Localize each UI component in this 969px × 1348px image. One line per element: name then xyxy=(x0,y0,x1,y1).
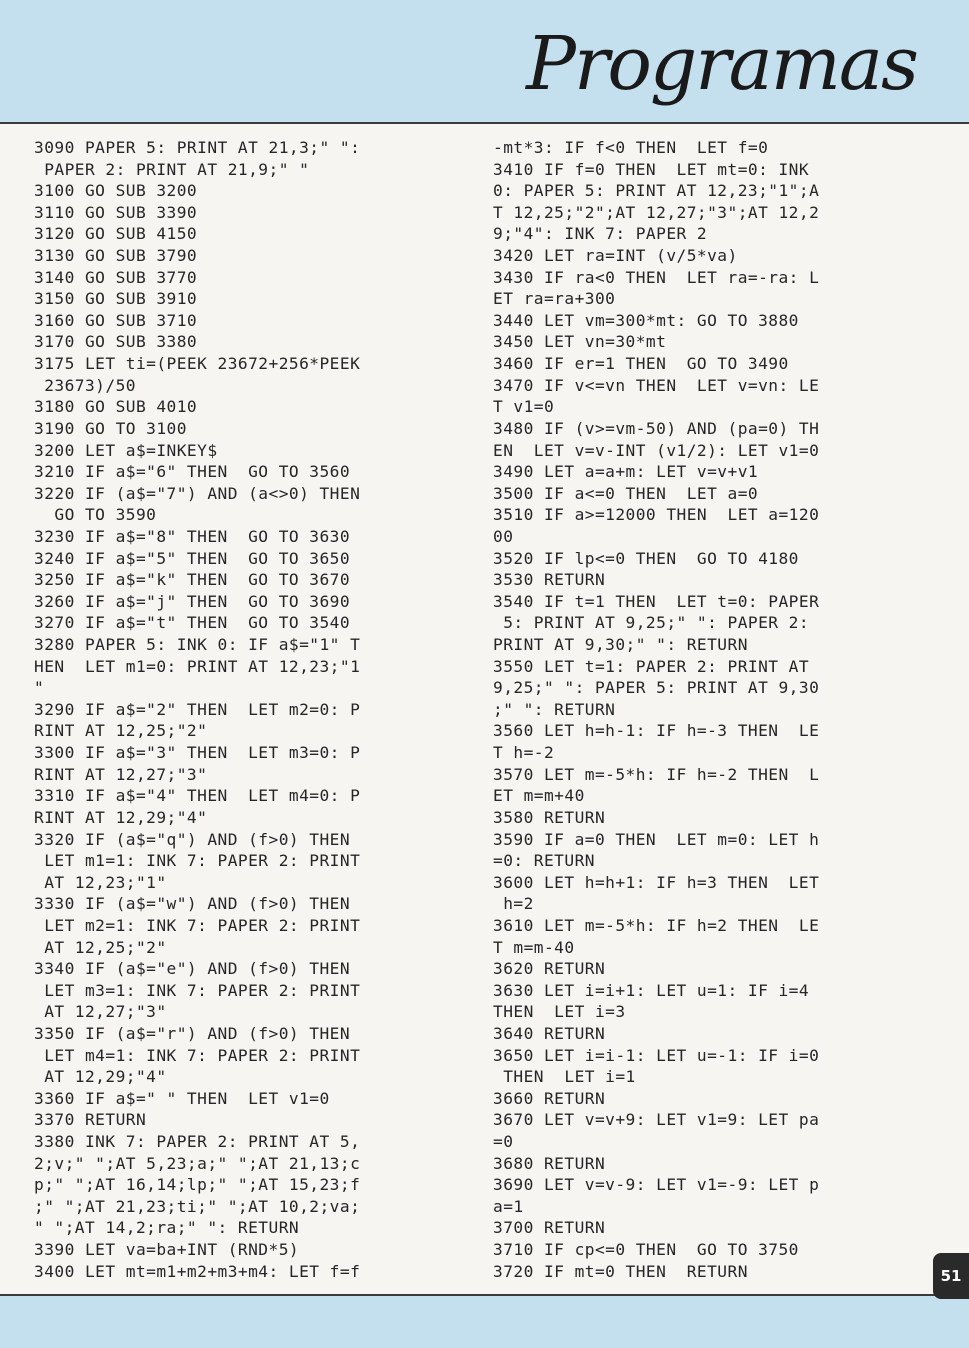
code-line: T h=-2 xyxy=(493,743,555,763)
code-line: 3620 RETURN xyxy=(493,959,606,979)
code-line: 3540 IF t=1 THEN LET t=0: PAPER xyxy=(493,591,820,611)
code-line: 9,25;" ": PAPER 5: PRINT AT 9,30 xyxy=(493,678,820,698)
code-line: LET m1=1: INK 7: PAPER 2: PRINT xyxy=(34,851,361,871)
code-line: 3175 LET ti=(PEEK 23672+256*PEEK xyxy=(34,354,361,374)
code-line: 3350 IF (a$="r") AND (f>0) THEN xyxy=(34,1023,351,1043)
code-line: 3560 LET h=h-1: IF h=-3 THEN LE xyxy=(493,721,820,741)
code-line: 3410 IF f=0 THEN LET mt=0: INK xyxy=(493,159,810,179)
code-line: 3270 IF a$="t" THEN GO TO 3540 xyxy=(34,613,351,633)
code-line: 3110 GO SUB 3390 xyxy=(34,202,198,222)
code-line: 3700 RETURN xyxy=(493,1218,606,1238)
code-line: 3670 LET v=v+9: LET v1=9: LET pa xyxy=(493,1110,820,1130)
code-line: 3140 GO SUB 3770 xyxy=(34,267,198,287)
code-line: 3690 LET v=v-9: LET v1=-9: LET p xyxy=(493,1175,820,1195)
code-line: ;" ";AT 21,23;ti;" ";AT 10,2;va; xyxy=(34,1196,361,1216)
code-line: 0: PAPER 5: PRINT AT 12,23;"1";A xyxy=(493,181,820,201)
code-line: 3180 GO SUB 4010 xyxy=(34,397,198,417)
code-line: 3580 RETURN xyxy=(493,807,606,827)
code-line: 3600 LET h=h+1: IF h=3 THEN LET xyxy=(493,872,820,892)
code-line: 3720 IF mt=0 THEN RETURN xyxy=(493,1261,748,1281)
code-line: 3330 IF (a$="w") AND (f>0) THEN xyxy=(34,894,351,914)
code-line: 3460 IF er=1 THEN GO TO 3490 xyxy=(493,354,789,374)
code-line: 3480 IF (v>=vm-50) AND (pa=0) TH xyxy=(493,418,820,438)
code-line: " xyxy=(34,678,45,698)
code-line: 3510 IF a>=12000 THEN LET a=120 xyxy=(493,505,820,525)
code-line: 3120 GO SUB 4150 xyxy=(34,224,198,244)
code-line: 3170 GO SUB 3380 xyxy=(34,332,198,352)
code-line: LET m3=1: INK 7: PAPER 2: PRINT xyxy=(34,980,361,1000)
code-line: 3530 RETURN xyxy=(493,570,606,590)
code-line: 3370 RETURN xyxy=(34,1110,147,1130)
code-line: 3400 LET mt=m1+m2+m3+m4: LET f=f xyxy=(34,1261,361,1281)
code-line: 3240 IF a$="5" THEN GO TO 3650 xyxy=(34,548,351,568)
header-band xyxy=(0,0,969,122)
code-column-left xyxy=(34,137,360,1282)
code-line: 3160 GO SUB 3710 xyxy=(34,310,198,330)
code-line: 3250 IF a$="k" THEN GO TO 3670 xyxy=(34,570,351,590)
code-line: ET ra=ra+300 xyxy=(493,289,616,309)
code-line: 3220 IF (a$="7") AND (a<>0) THEN xyxy=(34,483,361,503)
code-line: 3230 IF a$="8" THEN GO TO 3630 xyxy=(34,526,351,546)
code-line: 5: PRINT AT 9,25;" ": PAPER 2: xyxy=(493,613,810,633)
code-line: 3420 LET ra=INT (v/5*va) xyxy=(493,246,738,266)
code-line: 23673)/50 xyxy=(34,375,136,395)
code-line: 3550 LET t=1: PAPER 2: PRINT AT xyxy=(493,656,810,676)
code-line: 3260 IF a$="j" THEN GO TO 3690 xyxy=(34,591,351,611)
code-line: 3380 INK 7: PAPER 2: PRINT AT 5, xyxy=(34,1132,361,1152)
code-line: 3340 IF (a$="e") AND (f>0) THEN xyxy=(34,959,351,979)
code-line: -mt*3: IF f<0 THEN LET f=0 xyxy=(493,138,769,157)
code-line: 3290 IF a$="2" THEN LET m2=0: P xyxy=(34,699,361,719)
code-line: 3440 LET vm=300*mt: GO TO 3880 xyxy=(493,310,799,330)
code-line: PAPER 2: PRINT AT 21,9;" " xyxy=(34,159,310,179)
code-line: AT 12,29;"4" xyxy=(34,1067,167,1087)
code-line: 3640 RETURN xyxy=(493,1023,606,1043)
header-divider xyxy=(0,122,969,124)
code-line: T v1=0 xyxy=(493,397,555,417)
code-line: 3190 GO TO 3100 xyxy=(34,418,187,438)
code-line: =0 xyxy=(493,1132,514,1152)
code-line: HEN LET m1=0: PRINT AT 12,23;"1 xyxy=(34,656,361,676)
code-line: 3310 IF a$="4" THEN LET m4=0: P xyxy=(34,786,361,806)
code-line: LET m2=1: INK 7: PAPER 2: PRINT xyxy=(34,915,361,935)
code-line: PRINT AT 9,30;" ": RETURN xyxy=(493,635,748,655)
code-line: THEN LET i=1 xyxy=(493,1067,636,1087)
code-line: AT 12,27;"3" xyxy=(34,1002,167,1022)
code-line: 00 xyxy=(493,526,514,546)
code-line: a=1 xyxy=(493,1196,524,1216)
code-line: h=2 xyxy=(493,894,534,914)
code-line: 3590 IF a=0 THEN LET m=0: LET h xyxy=(493,829,820,849)
code-line: RINT AT 12,29;"4" xyxy=(34,807,208,827)
code-line: 3390 LET va=ba+INT (RND*5) xyxy=(34,1240,300,1260)
code-line: 3360 IF a$=" " THEN LET v1=0 xyxy=(34,1088,330,1108)
code-line: AT 12,25;"2" xyxy=(34,937,167,957)
code-line: 3680 RETURN xyxy=(493,1153,606,1173)
code-line: 3570 LET m=-5*h: IF h=-2 THEN L xyxy=(493,764,820,784)
code-line: 3300 IF a$="3" THEN LET m3=0: P xyxy=(34,743,361,763)
code-line: 3630 LET i=i+1: LET u=1: IF i=4 xyxy=(493,980,810,1000)
section-title: Programas xyxy=(526,21,917,107)
code-line: " ";AT 14,2;ra;" ": RETURN xyxy=(34,1218,300,1238)
code-line: 3430 IF ra<0 THEN LET ra=-ra: L xyxy=(493,267,820,287)
code-line: AT 12,23;"1" xyxy=(34,872,167,892)
code-line: 3320 IF (a$="q") AND (f>0) THEN xyxy=(34,829,351,849)
code-line: p;" ";AT 16,14;lp;" ";AT 15,23;f xyxy=(34,1175,361,1195)
code-line: =0: RETURN xyxy=(493,851,595,871)
code-line: 3100 GO SUB 3200 xyxy=(34,181,198,201)
code-line: 3500 IF a<=0 THEN LET a=0 xyxy=(493,483,759,503)
footer-band xyxy=(0,1296,969,1348)
code-line: EN LET v=v-INT (v1/2): LET v1=0 xyxy=(493,440,820,460)
code-line: 3710 IF cp<=0 THEN GO TO 3750 xyxy=(493,1240,799,1260)
code-line: THEN LET i=3 xyxy=(493,1002,626,1022)
code-line: T m=m-40 xyxy=(493,937,575,957)
code-line: RINT AT 12,27;"3" xyxy=(34,764,208,784)
code-line: LET m4=1: INK 7: PAPER 2: PRINT xyxy=(34,1045,361,1065)
code-line: 9;"4": INK 7: PAPER 2 xyxy=(493,224,708,244)
code-line: 3610 LET m=-5*h: IF h=2 THEN LE xyxy=(493,915,820,935)
code-line: GO TO 3590 xyxy=(34,505,157,525)
page-number-tab: 51 xyxy=(933,1253,969,1299)
code-line: 3520 IF lp<=0 THEN GO TO 4180 xyxy=(493,548,799,568)
code-line: 3150 GO SUB 3910 xyxy=(34,289,198,309)
code-line: 3490 LET a=a+m: LET v=v+v1 xyxy=(493,462,759,482)
code-line: 2;v;" ";AT 5,23;a;" ";AT 21,13;c xyxy=(34,1153,361,1173)
code-line: 3090 PAPER 5: PRINT AT 21,3;" ": xyxy=(34,138,361,157)
code-line: ;" ": RETURN xyxy=(493,699,616,719)
code-line: 3280 PAPER 5: INK 0: IF a$="1" T xyxy=(34,635,361,655)
code-line: 3130 GO SUB 3790 xyxy=(34,246,198,266)
code-line: 3650 LET i=i-1: LET u=-1: IF i=0 xyxy=(493,1045,820,1065)
code-line: 3210 IF a$="6" THEN GO TO 3560 xyxy=(34,462,351,482)
code-line: ET m=m+40 xyxy=(493,786,585,806)
code-line: 3470 IF v<=vn THEN LET v=vn: LE xyxy=(493,375,820,395)
code-column-right xyxy=(493,137,819,1282)
code-line: 3660 RETURN xyxy=(493,1088,606,1108)
code-line: 3450 LET vn=30*mt xyxy=(493,332,667,352)
code-line: T 12,25;"2";AT 12,27;"3";AT 12,2 xyxy=(493,202,820,222)
code-line: RINT AT 12,25;"2" xyxy=(34,721,208,741)
code-line: 3200 LET a$=INKEY$ xyxy=(34,440,218,460)
